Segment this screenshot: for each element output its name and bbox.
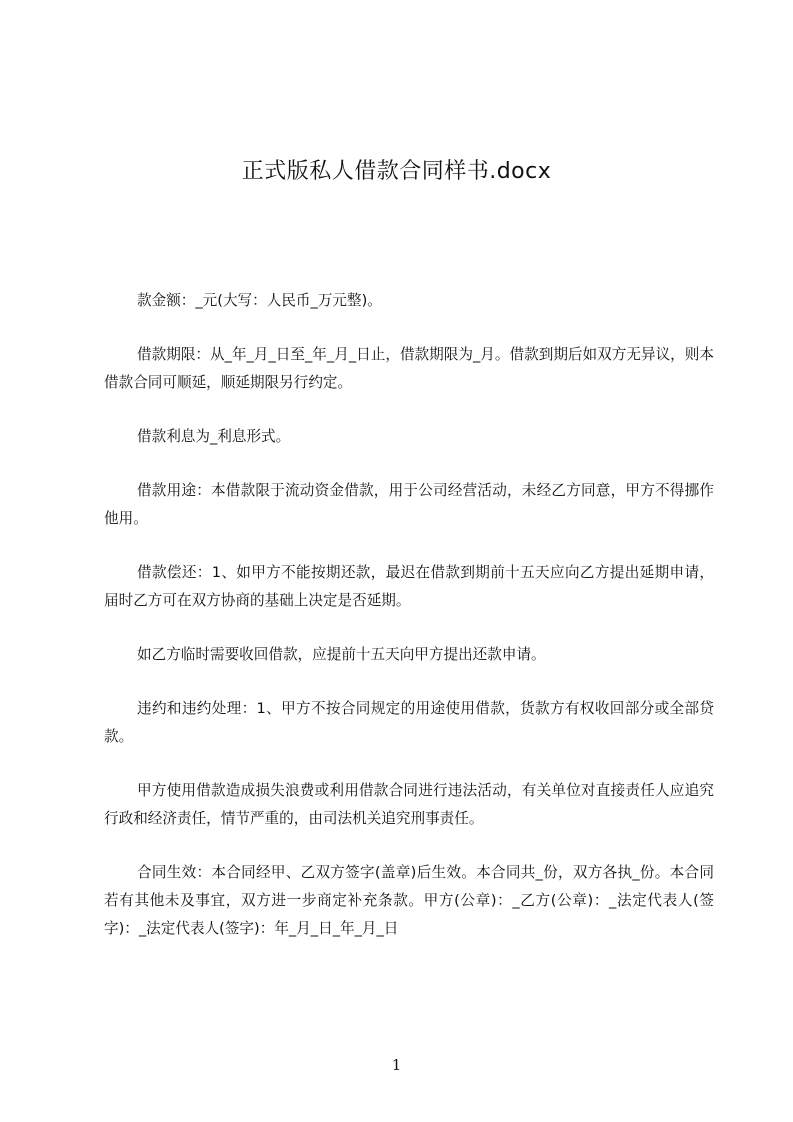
paragraph-breach: 违约和违约处理：1、甲方不按合同规定的用途使用借款，货款方有权收回部分或全部贷款。	[104, 700, 714, 745]
document-title: 正式版私人借款合同样书.docx	[241, 158, 552, 184]
paragraph-early-recall: 如乙方临时需要收回借款，应提前十五天向甲方提出还款申请。	[137, 646, 546, 663]
paragraph-loan-repayment: 借款偿还：1、如甲方不能按期还款，最迟在借款到期前十五天应向乙方提出延期申请，届时乙方可在双方协商的基础上决定是否延期。	[104, 564, 714, 609]
paragraph-effectiveness: 合同生效：本合同经甲、乙双方签字(盖章)后生效。本合同共_份，双方各执_份。本合同若有其他未及事宜，双方进一步商定补充条款。甲方(公章)：_乙方(公章)：_法定代表人(签字)：_法定代表人(签字)：年_月_日_年_月_日	[104, 864, 714, 937]
page-number: 1	[391, 1056, 402, 1074]
paragraph-loan-purpose: 借款用途：本借款限于流动资金借款，用于公司经营活动，未经乙方同意，甲方不得挪作他用。	[104, 482, 714, 527]
document-body	[104, 287, 714, 943]
paragraph-liability: 甲方使用借款造成损失浪费或利用借款合同进行违法活动，有关单位对直接责任人应追究行政和经济责任，情节严重的，由司法机关追究刑事责任。	[104, 782, 714, 827]
paragraph-loan-amount: 款金额：_元(大写：人民币_万元整)。	[137, 292, 382, 309]
paragraph-loan-interest: 借款利息为_利息形式。	[137, 428, 291, 445]
paragraph-loan-term: 借款期限：从_年_月_日至_年_月_日止，借款期限为_月。借款到期后如双方无异议，则本借款合同可顺延，顺延期限另行约定。	[104, 346, 714, 391]
